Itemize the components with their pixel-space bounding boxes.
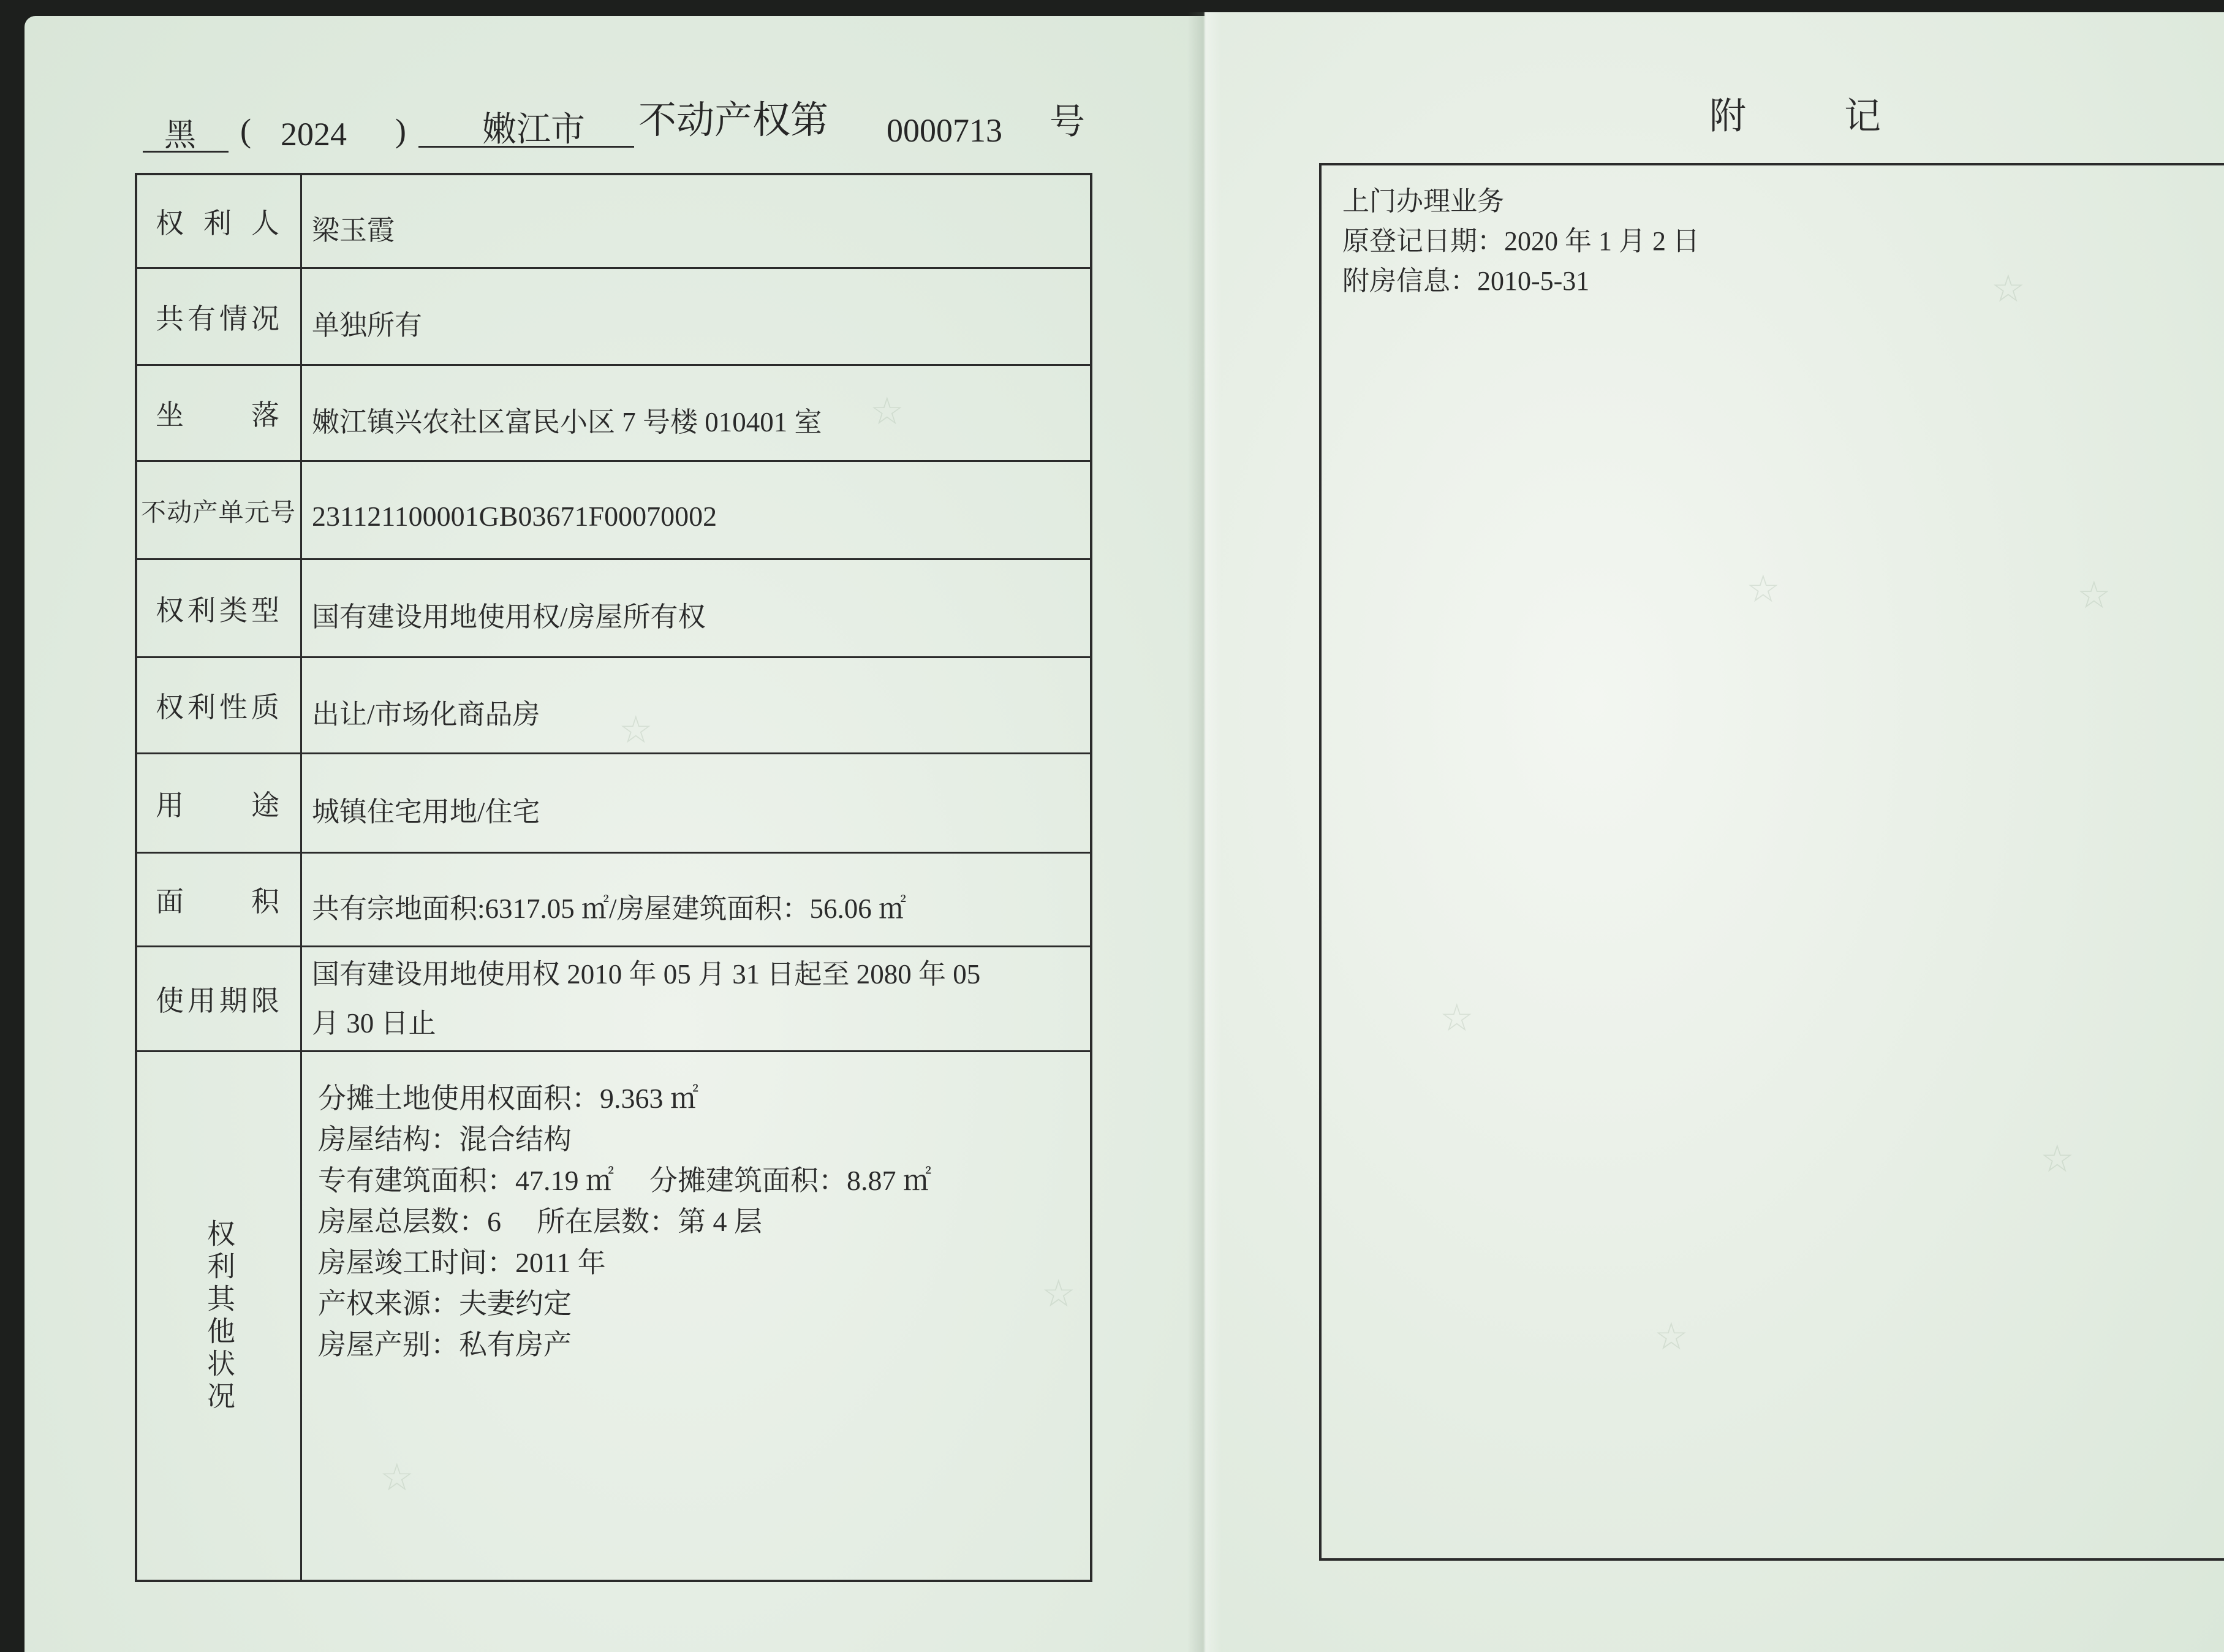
- row-label-co-ownership: [137, 269, 302, 366]
- other-status-line: [318, 1078, 1078, 1119]
- cert-prefix: 不动产权第: [638, 100, 829, 142]
- open-paren: (: [240, 112, 251, 149]
- label-text: 使用期限: [156, 985, 279, 1017]
- row-value-owner: [302, 175, 1090, 269]
- other-status-text: 所在层数：第 4 层: [537, 1206, 762, 1237]
- row-label-area: [137, 854, 302, 947]
- value-text: 231121100001GB03671F00070002: [312, 501, 717, 532]
- notes-title: 附记: [1709, 96, 1979, 137]
- row-label-other-status: [137, 1052, 302, 1580]
- row-label-unit-number: [137, 462, 302, 560]
- value-text: 共有宗地面积:6317.05 ㎡/房屋建筑面积：56.06 ㎡: [312, 893, 907, 924]
- notes-line: 原登记日期：2020 年 1 月 2 日: [1342, 226, 1700, 256]
- other-status-line: [318, 1283, 1078, 1324]
- value-text: 梁玉霞: [312, 214, 395, 246]
- other-status-text: 房屋竣工时间：2011 年: [318, 1247, 606, 1278]
- label-text: 权利人: [156, 208, 279, 239]
- other-status-text: 房屋结构：混合结构: [318, 1124, 572, 1155]
- value-text: 城镇住宅用地/住宅: [312, 797, 540, 827]
- other-status-text: 专有建筑面积：47.19 ㎡: [318, 1165, 614, 1196]
- row-value-co-ownership: [302, 269, 1090, 366]
- cert-number: 0000713: [887, 112, 1002, 149]
- row-label-location: [137, 366, 302, 462]
- value-text: 嫩江镇兴农社区富民小区 7 号楼 010401 室: [312, 406, 822, 438]
- notes-line: 上门办理业务: [1342, 186, 1504, 216]
- label-text: 权利类型: [156, 594, 279, 626]
- notes-box: [1319, 163, 2224, 1561]
- notes-line: 附房信息：2010-5-31: [1342, 266, 1590, 296]
- other-status-line: [318, 1119, 1078, 1160]
- row-value-right-nature: [302, 658, 1090, 754]
- row-label-usage: [137, 754, 302, 854]
- property-register-table: [135, 173, 1092, 1582]
- value-line: 国有建设用地使用权 2010 年 05 月 31 日起至 2080 年 05: [312, 959, 981, 990]
- label-text: 权利性质: [156, 692, 279, 723]
- other-status-line: [318, 1242, 1078, 1283]
- other-status-text: 分摊建筑面积：8.87 ㎡: [649, 1165, 931, 1196]
- row-value-unit-number: [302, 462, 1090, 560]
- row-value-right-type: [302, 560, 1090, 658]
- other-status-line: [318, 1201, 1078, 1242]
- label-text: 面积: [156, 886, 279, 917]
- other-status-text: 房屋产别：私有房产: [318, 1329, 572, 1360]
- row-value-location: [302, 366, 1090, 462]
- row-label-owner: [137, 175, 302, 269]
- other-status-line: [318, 1160, 1078, 1201]
- other-status-line: [318, 1324, 1078, 1365]
- close-paren: ): [395, 112, 406, 149]
- province-abbr: 黑: [164, 118, 197, 153]
- row-value-area: [302, 854, 1090, 947]
- book-spine: [1187, 12, 1222, 1652]
- row-label-right-type: [137, 560, 302, 658]
- row-label-term: [137, 947, 302, 1052]
- row-value-term: [302, 947, 1090, 1052]
- cert-suffix: 号: [1050, 102, 1086, 142]
- label-text: 不动产单元号: [141, 498, 295, 526]
- row-value-other-status: [302, 1052, 1090, 1580]
- row-label-right-nature: [137, 658, 302, 754]
- value-line: 月 30 日止: [312, 1008, 436, 1039]
- label-text: 共有情况: [156, 303, 279, 335]
- value-text: 国有建设用地使用权/房屋所有权: [312, 602, 706, 632]
- other-status-text: 分摊土地使用权面积：9.363 ㎡: [318, 1083, 698, 1114]
- label-text: 用途: [156, 789, 279, 821]
- other-status-text: 产权来源：夫妻约定: [318, 1288, 572, 1319]
- label-text: 坐落: [156, 400, 279, 431]
- row-value-usage: [302, 754, 1090, 854]
- cert-city: 嫩江市: [482, 111, 585, 149]
- value-text: 出让/市场化商品房: [312, 699, 540, 730]
- label-text: 权利其他状况: [203, 1218, 235, 1414]
- cert-year: 2024: [281, 116, 347, 153]
- value-text: 单独所有: [312, 310, 423, 341]
- other-status-text: 房屋总层数：6: [318, 1206, 501, 1237]
